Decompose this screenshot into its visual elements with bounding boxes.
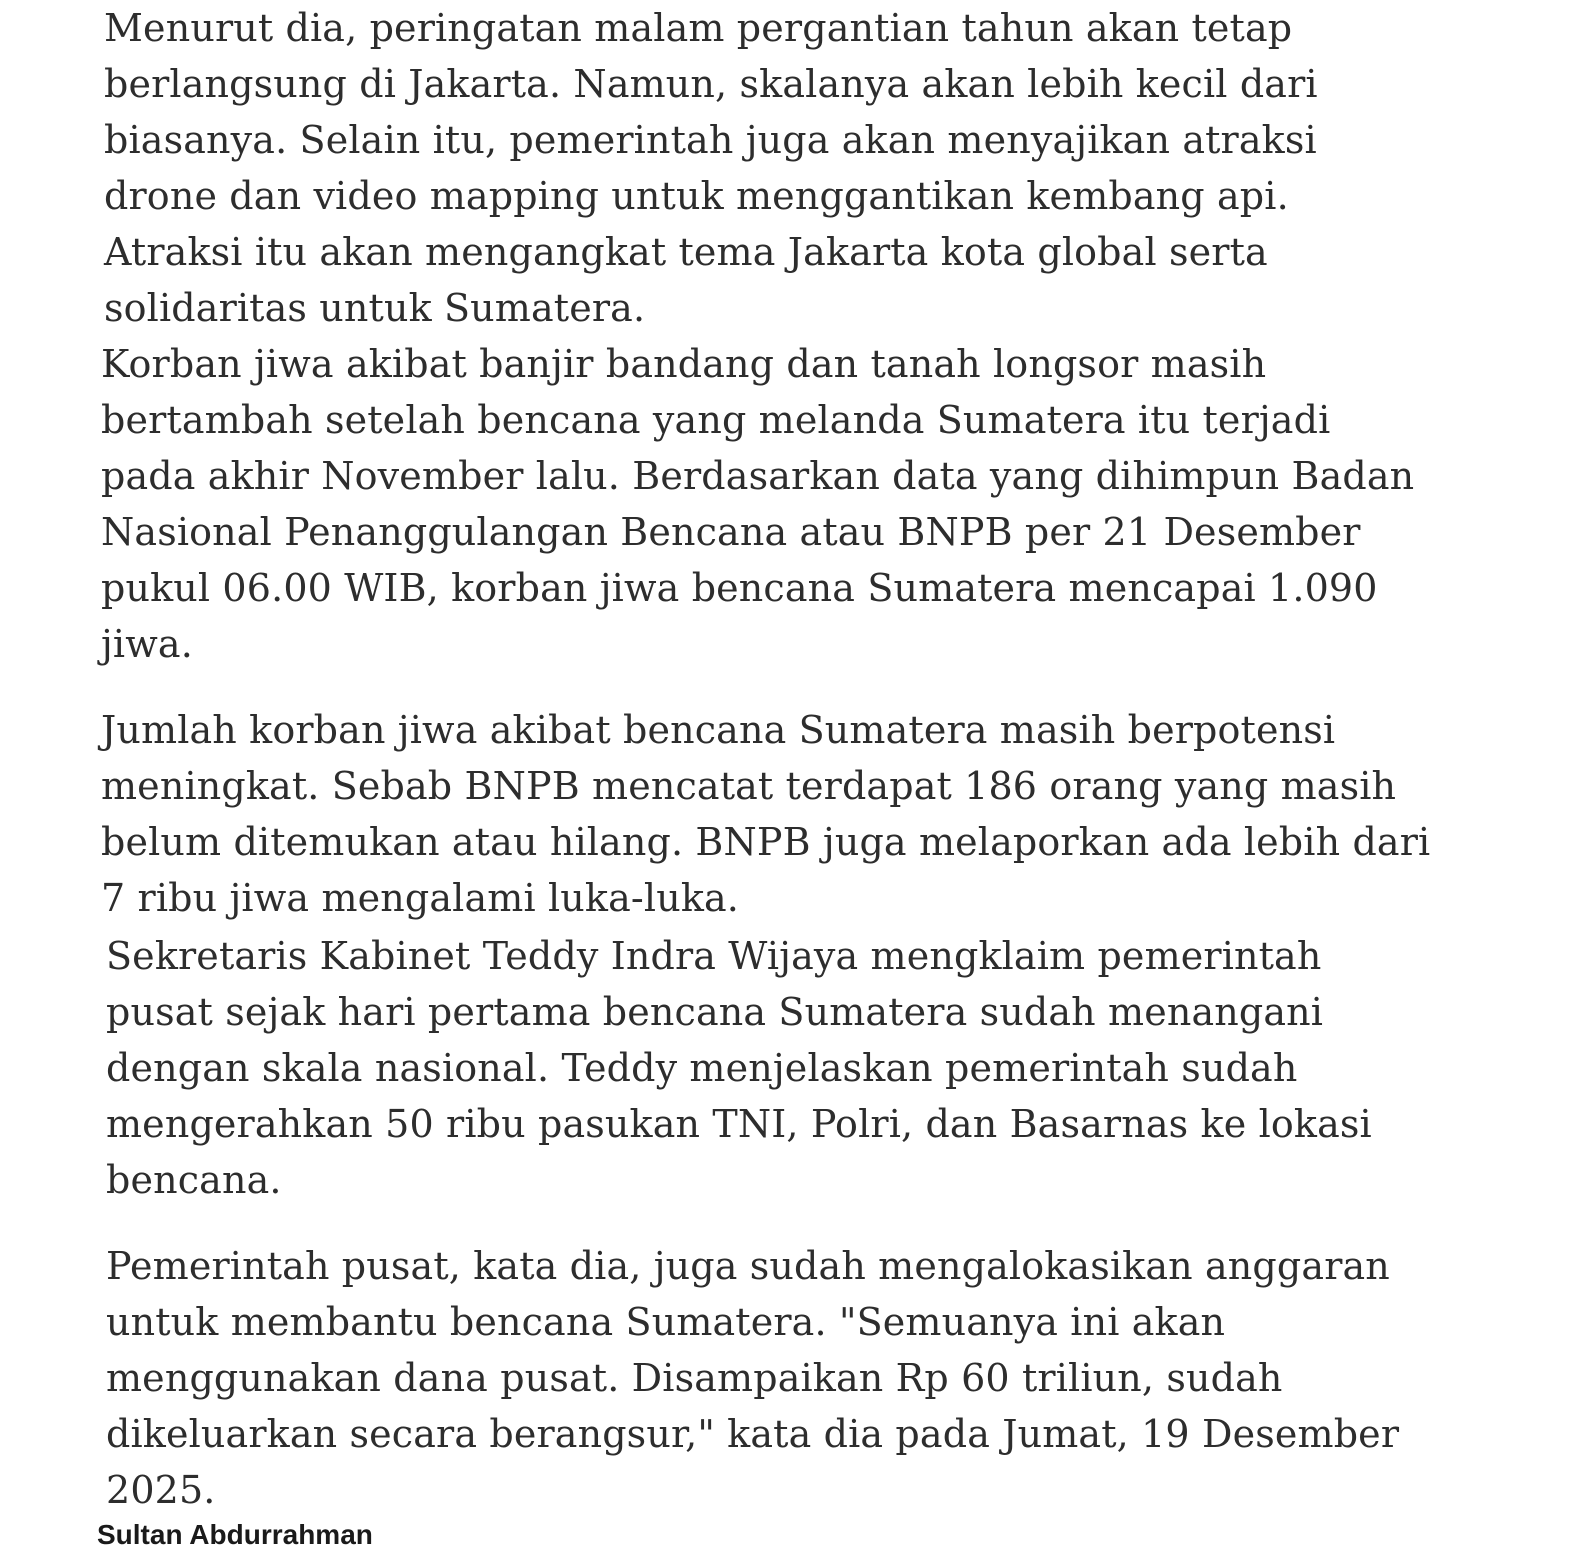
article-paragraph: Sekretaris Kabinet Teddy Indra Wijaya mengklaim pemerintah pusat sejak hari pertama bencana Sumatera sudah menangani dengan skala nasional. Teddy menjelaskan pemerintah sudah mengerahkan 50 ribu pasukan TNI, Polri, dan Basarnas ke lokasi bencana. (106, 934, 1372, 1202)
article-paragraph: Menurut dia, peringatan malam pergantian tahun akan tetap berlangsung di Jakarta. Namun, skalanya akan lebih kecil dari biasanya. Selain itu, pemerintah juga akan menyajikan atraksi drone dan video mapping untuk menggantikan kembang api. Atraksi itu akan mengangkat tema Jakarta kota global serta solidaritas untuk Sumatera. (104, 6, 1318, 330)
article-paragraph: Korban jiwa akibat banjir bandang dan tanah longsor masih bertambah setelah bencana yang melanda Sumatera itu terjadi pada akhir November lalu. Berdasarkan data yang dihimpun Badan Nasional Penanggulangan Bencana atau BNPB per 21 Desember pukul 06.00 WIB, korban jiwa bencana Sumatera mencapai 1.090 jiwa. (101, 342, 1415, 666)
article-paragraph: Jumlah korban jiwa akibat bencana Sumatera masih berpotensi meningkat. Sebab BNPB mencatat terdapat 186 orang yang masih belum ditemukan atau hilang. BNPB juga melaporkan ada lebih dari 7 ribu jiwa mengalami luka-luka. (101, 708, 1431, 920)
author-byline: Sultan Abdurrahman (97, 1519, 373, 1550)
article-paragraph: Pemerintah pusat, kata dia, juga sudah mengalokasikan anggaran untuk membantu bencana Sumatera. "Semuanya ini akan menggunakan dana pusat. Disampaikan Rp 60 triliun, sudah dikeluarkan secara berangsur," kata dia pada Jumat, 19 Desember 2025. (106, 1244, 1400, 1512)
